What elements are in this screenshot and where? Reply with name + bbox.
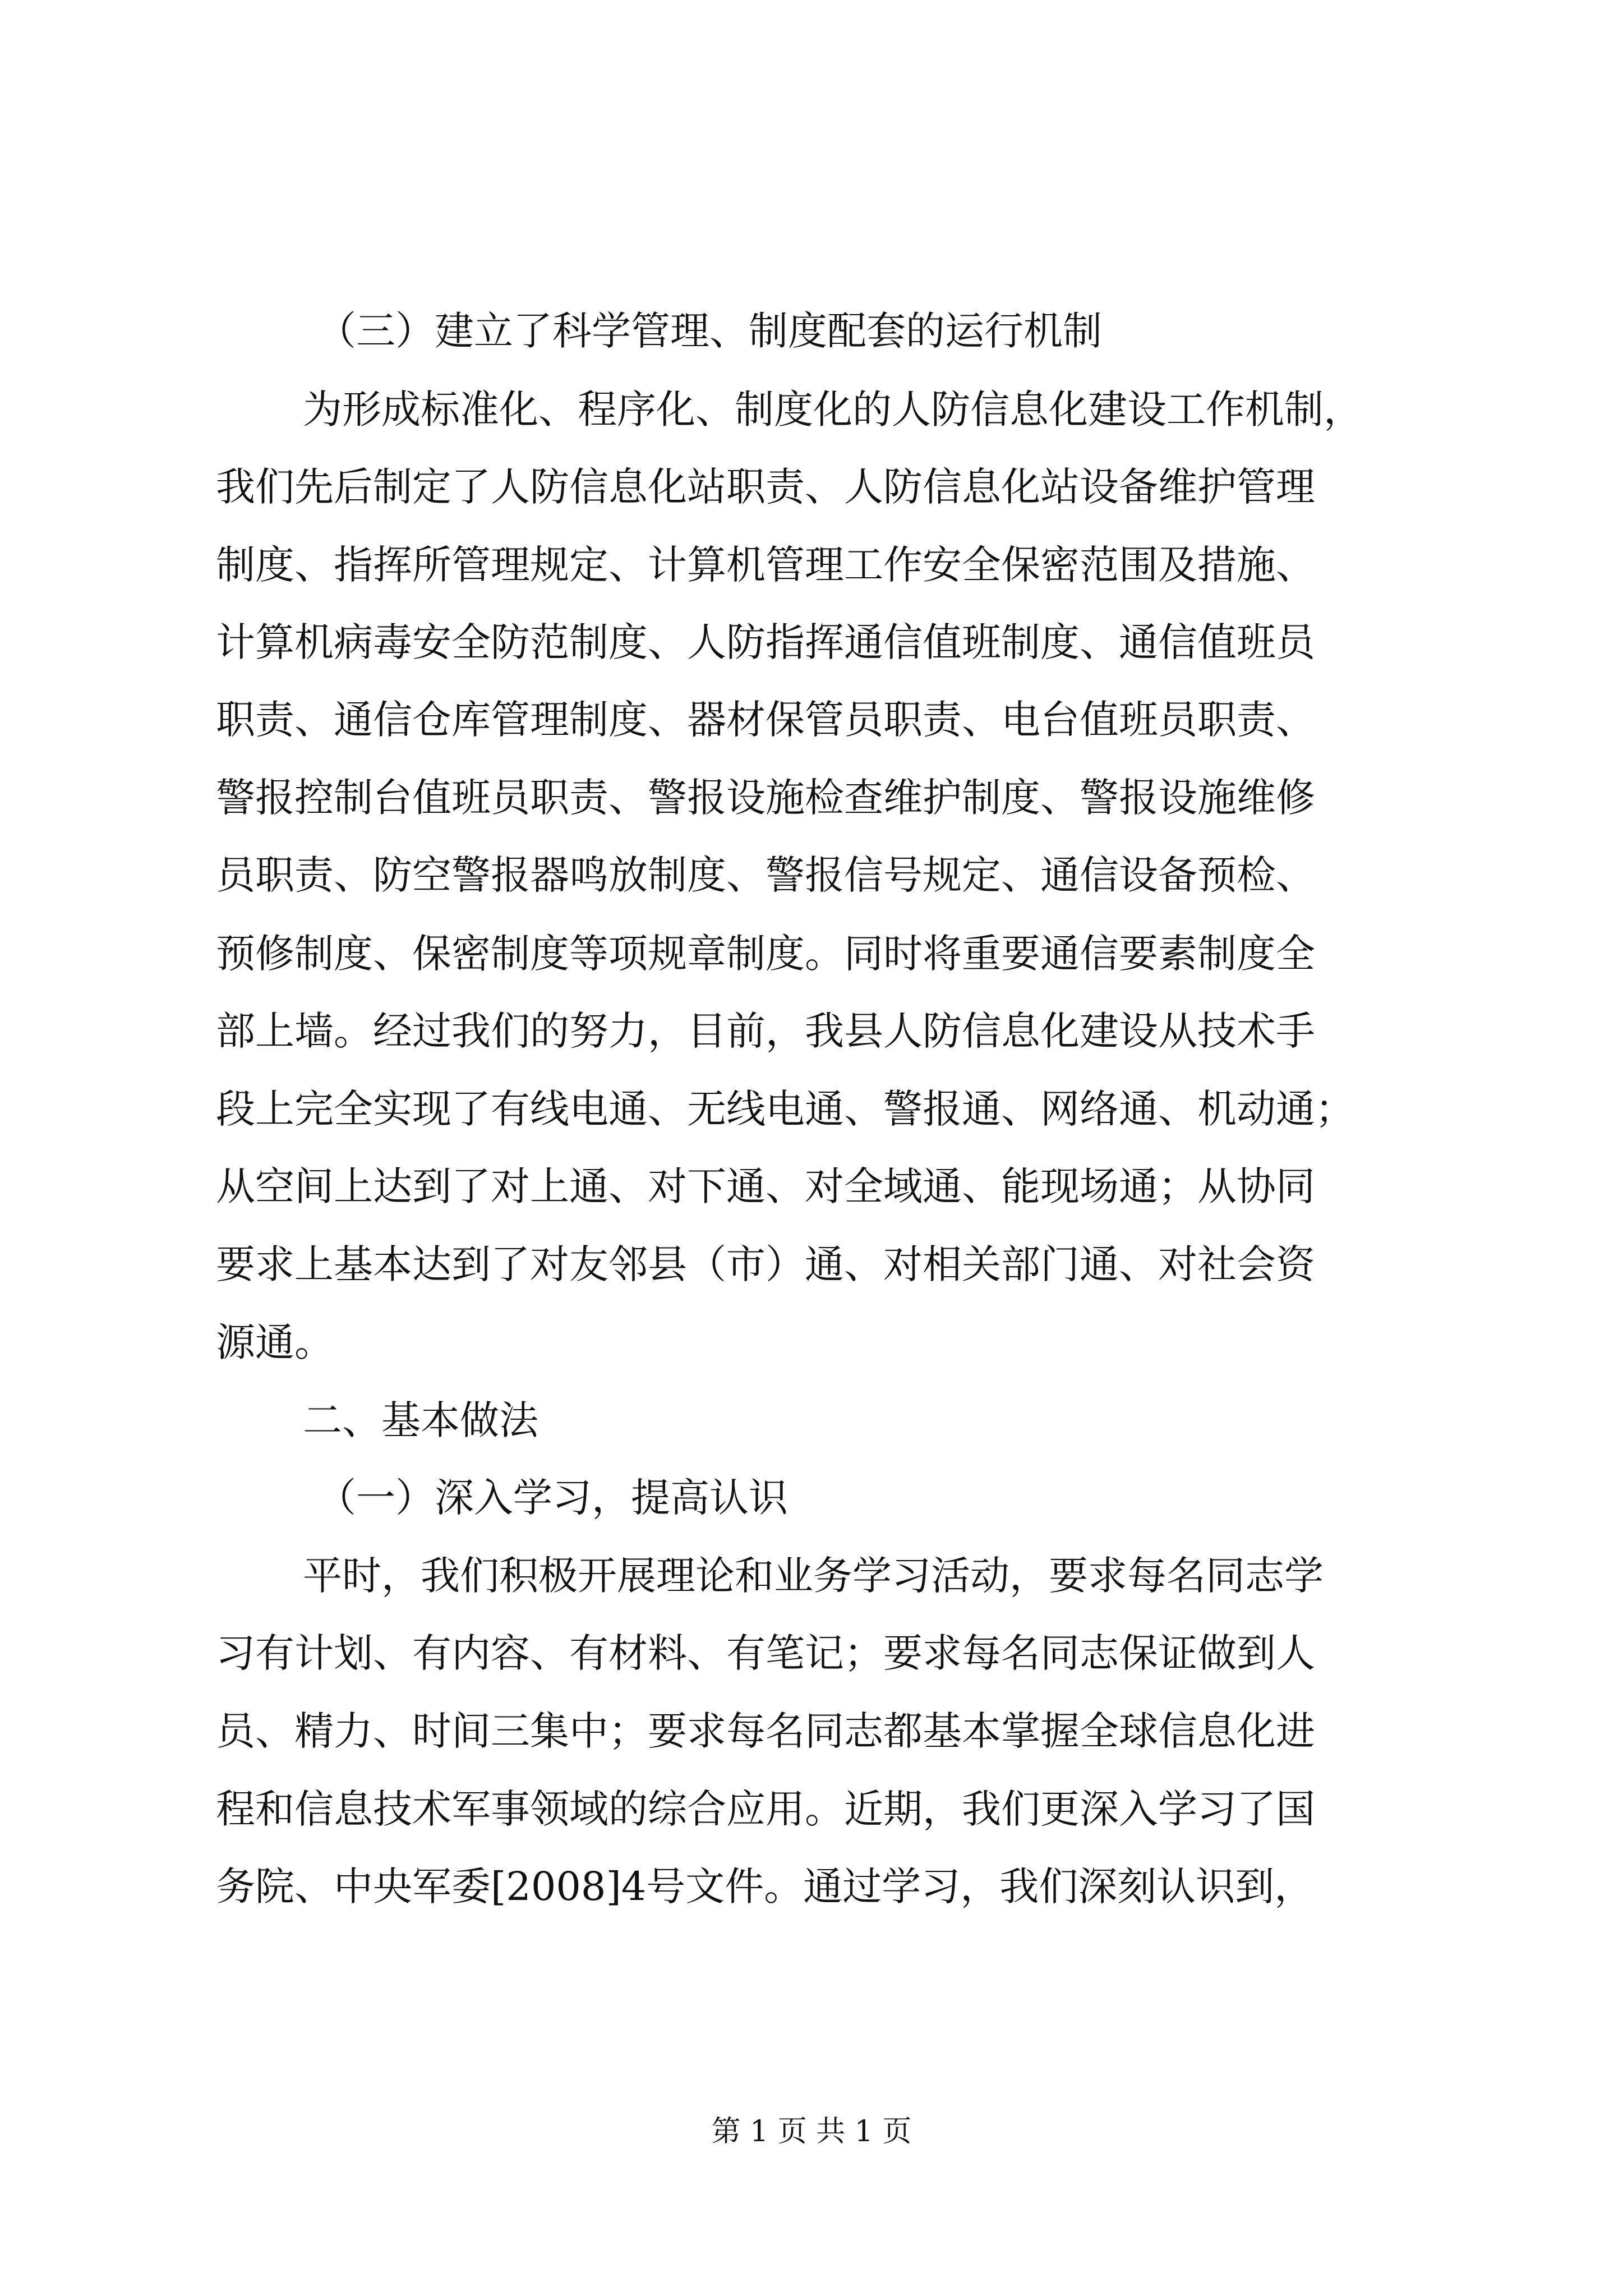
section-heading: 二、基本做法	[303, 1397, 538, 1443]
section-heading: （三）建立了科学管理、制度配套的运行机制	[317, 308, 1102, 354]
paragraph-line: 为形成标准化、程序化、制度化的人防信息化建设工作机制，	[303, 386, 1363, 432]
paragraph-line: 我们先后制定了人防信息化站职责、人防信息化站设备维护管理	[216, 464, 1315, 510]
paragraph-line: 段上完全实现了有线电通、无线电通、警报通、网络通、机动通；	[216, 1086, 1354, 1132]
paragraph-line: 警报控制台值班员职责、警报设施检查维护制度、警报设施维修	[216, 775, 1315, 821]
paragraph-line: 平时，我们积极开展理论和业务学习活动，要求每名同志学	[303, 1553, 1324, 1599]
paragraph-line: 员职责、防空警报器鸣放制度、警报信号规定、通信设备预检、	[216, 852, 1315, 898]
paragraph-line: 计算机病毒安全防范制度、人防指挥通信值班制度、通信值班员	[216, 619, 1315, 665]
paragraph-line: 习有计划、有内容、有材料、有笔记；要求每名同志保证做到人	[216, 1630, 1315, 1676]
paragraph-line: 要求上基本达到了对友邻县（市）通、对相关部门通、对社会资	[216, 1241, 1315, 1287]
subsection-heading: （一）深入学习，提高认识	[317, 1475, 788, 1521]
paragraph-line: 职责、通信仓库管理制度、器材保管员职责、电台值班员职责、	[216, 697, 1315, 743]
paragraph-line: 源通。	[216, 1319, 334, 1365]
paragraph-line: 制度、指挥所管理规定、计算机管理工作安全保密范围及措施、	[216, 542, 1315, 588]
paragraph-line: 部上墙。经过我们的努力，目前，我县人防信息化建设从技术手	[216, 1008, 1315, 1054]
paragraph-line: 预修制度、保密制度等项规章制度。同时将重要通信要素制度全	[216, 931, 1315, 977]
paragraph-line: 务院、中央军委[2008]4号文件。通过学习，我们深刻认识到，	[216, 1864, 1314, 1910]
page-footer: 第 1 页 共 1 页	[711, 2115, 912, 2148]
paragraph-line: 员、精力、时间三集中；要求每名同志都基本掌握全球信息化进	[216, 1708, 1315, 1754]
paragraph-line: 从空间上达到了对上通、对下通、对全域通、能现场通；从协同	[216, 1163, 1315, 1209]
paragraph-line: 程和信息技术军事领域的综合应用。近期，我们更深入学习了国	[216, 1786, 1315, 1832]
